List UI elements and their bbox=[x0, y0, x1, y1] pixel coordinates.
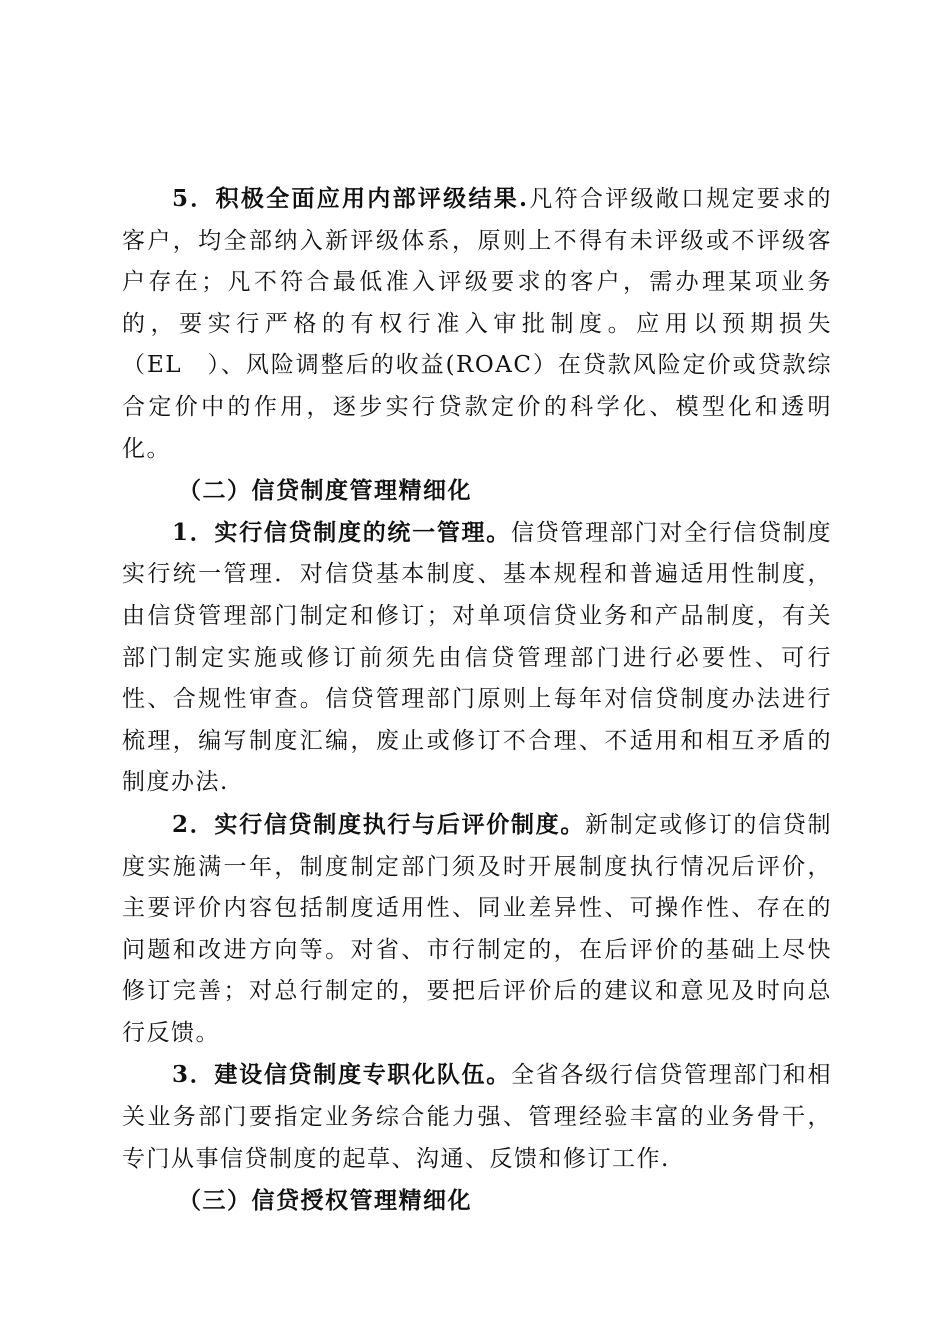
paragraph-lead: 2．实行信贷制度执行与后评价制度。 bbox=[172, 810, 586, 838]
paragraph-lead: 1．实行信贷制度的统一管理。 bbox=[172, 518, 511, 546]
paragraph-body: 凡符合评级敞口规定要求的客户，均全部纳入新评级体系，原则上不得有未评级或不评级客户存在；凡不符合最低准入评级要求的客户，需办理某项业务的，要实行严格的有权行准入审批制度。应用以预期损失（EL ）、风险调整后的收益(ROAC）在贷款风险定价或贷款综合定价中的作用，逐步实行贷款定价的科学化、模型化和透明化。 bbox=[122, 186, 833, 462]
paragraph-internal-rating bbox=[122, 178, 832, 470]
document-page bbox=[122, 178, 832, 1222]
paragraph-lead: 3．建设信贷制度专职化队伍。 bbox=[172, 1061, 511, 1089]
paragraph-body: 新制定或修订的信贷制度实施满一年，制度制定部门须及时开展制度执行情况后评价，主要评价内容包括制度适用性、同业差异性、可操作性、存在的问题和改进方向等。对省、市行制定的，在后评价的基础上尽快修订完善；对总行制定的，要把后评价后的建议和意见及时向总行反馈。 bbox=[122, 811, 832, 1046]
paragraph-unified-management bbox=[122, 512, 832, 804]
paragraph-lead: 5．积极全面应用内部评级结果. bbox=[172, 185, 529, 212]
paragraph-body: 全省各级行信贷管理部门和相关业务部门要指定业务综合能力强、管理经验丰富的业务骨干，专门从事信贷制度的起草、沟通、反馈和修订工作. bbox=[122, 1062, 832, 1172]
paragraph-dedicated-team bbox=[122, 1054, 832, 1180]
paragraph-post-evaluation bbox=[122, 804, 832, 1055]
section-heading-credit-authorization: （三）信贷授权管理精细化 bbox=[178, 1187, 472, 1215]
section-heading-credit-policy: （二）信贷制度管理精细化 bbox=[178, 477, 472, 505]
paragraph-body: 信贷管理部门对全行信贷制度实行统一管理．对信贷基本制度、基本规程和普遍适用性制度，由信贷管理部门制定和修订；对单项信贷业务和产品制度，有关部门制定实施或修订前须先由信贷管理部门进行必要性、可行性、合规性审查。信贷管理部门原则上每年对信贷制度办法进行梳理，编写制度汇编，废止或修订不合理、不适用和相互矛盾的制度办法. bbox=[122, 519, 832, 796]
